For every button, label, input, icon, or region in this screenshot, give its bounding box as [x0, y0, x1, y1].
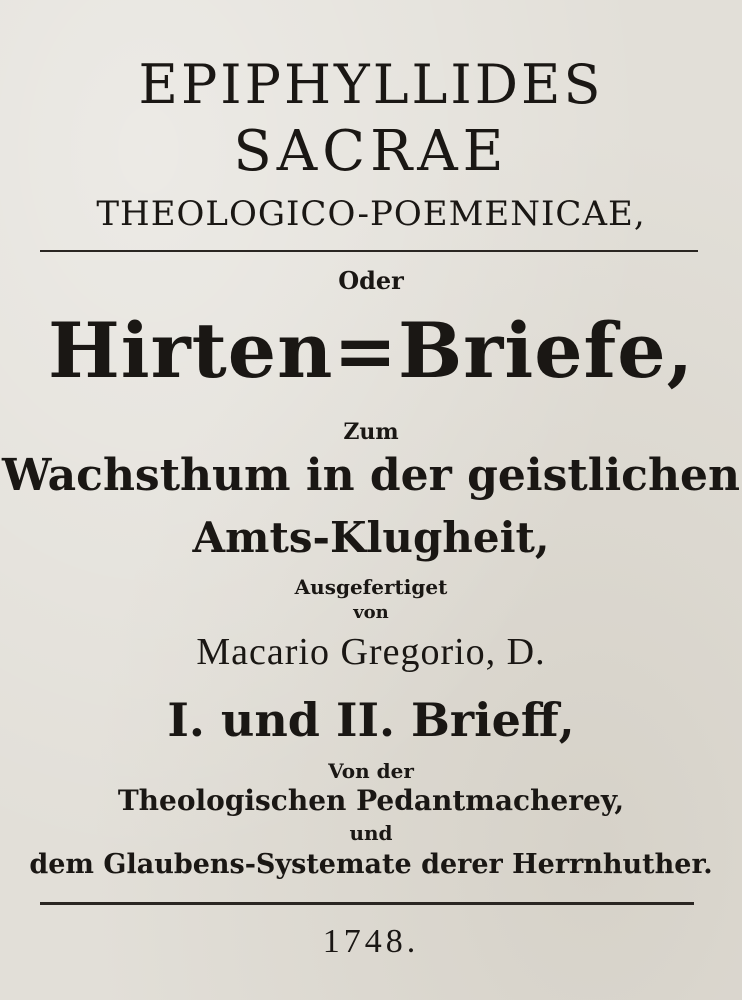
oder-text: Oder — [338, 266, 404, 295]
author-name: Macario Gregorio, D. — [196, 631, 546, 673]
top-divider — [40, 250, 698, 252]
subtitle-line-2: Amts-Klugheit, — [192, 513, 550, 562]
topic-line-2: dem Glaubens-Systemate derer Herrnhuther. — [29, 849, 713, 880]
bottom-divider — [40, 902, 694, 905]
title-line-3: THEOLOGICO-POEMENICAE, — [96, 194, 646, 234]
subtitle-line-1: Wachsthum in der geistlichen — [2, 450, 740, 501]
title-line-1: EPIPHYLLIDES — [138, 53, 604, 116]
letters-heading: I. und II. Brieff, — [167, 693, 575, 747]
zum-text: Zum — [343, 419, 399, 445]
title-line-2: SACRAE — [233, 119, 509, 184]
ausgefertiget-text: Ausgefertiget — [294, 575, 448, 599]
von-der-text: Von der — [328, 759, 414, 783]
und-text: und — [349, 821, 393, 845]
topic-line-1: Theologischen Pedantmacherey, — [117, 784, 625, 817]
von-text: von — [353, 602, 389, 623]
publication-year: 1748. — [322, 923, 420, 960]
main-title: Hirten=Briefe, — [47, 306, 695, 395]
